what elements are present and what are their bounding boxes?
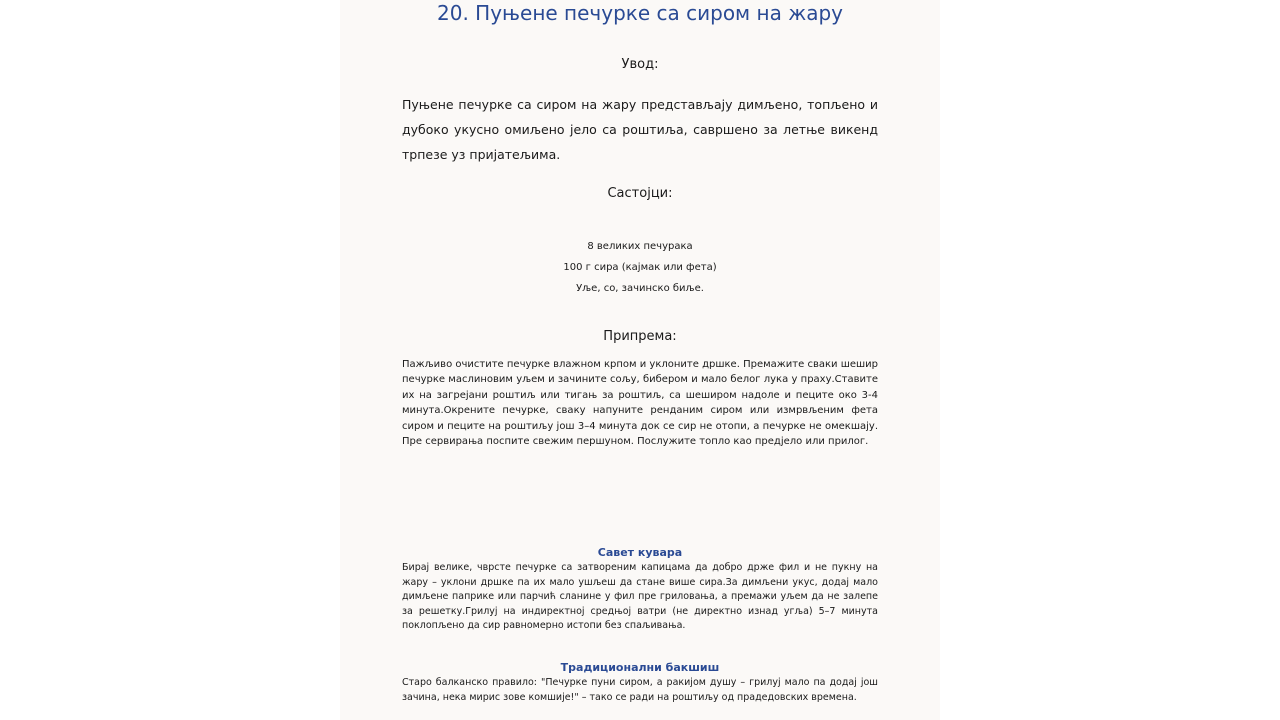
ingredient-item: Уље, со, зачинско биље. (576, 283, 704, 294)
chef-tip-text: Бирај велике, чврсте печурке са затвореним капицама да добро држе фил и не пукну на жару – уклони дршке па их мало ушљеш да стане више сира.За димљени укус, додај мало димљене паприке или парчић сланине у фил пре гриловања, а премажи уљем да не залепе за решетку.Грилуј на индиректној средњој ватри (не директно изнад угља) 5–7 минута поклопљено да сир равномерно истопи без спаљивања. (402, 562, 878, 632)
preparation-text: Пажљиво очистите печурке влажном крпом и уклоните дршке. Премажите сваки шешир печурке маслиновим уљем и зачините сољу, бибером и мало белог лука у праху.Ставите их на загрејани роштиљ или тигањ за роштиљ, са шеширом надоле и пеците око 3-4 минута.Окрените печурке, сваку напуните ренданим сиром или измрвљеним фета сиром и пеците на роштиљу још 3–4 минута док се сир не отопи, а печурке не омекшају. Пре сервирања поспите свежим першуном. Послужите топло као предјело или прилог. (402, 359, 878, 448)
ingredient-item: 8 великих печурака (587, 241, 693, 252)
preparation-heading: Припрема: (603, 329, 677, 344)
ingredients-list (402, 236, 878, 299)
intro-text: Пуњене печурке са сиром на жару представљају димљено, топљено и дубоко укусно омиљено јело са роштиља, савршено за летње викенд трпезе уз пријатељима. (402, 97, 878, 162)
traditional-tip-text: Старо балканско правило: "Печурке пуни сиром, а ракијом душу – грилуј мало па додај још зачина, нека мирис зове комшије!" – тако се ради на роштиљу од прадедовских времена. (402, 677, 878, 703)
chef-tip-heading: Савет кувара (597, 546, 683, 559)
ingredient-item: 100 г сира (кајмак или фета) (563, 262, 717, 273)
traditional-tip-heading: Традиционални бакшиш (560, 661, 720, 674)
recipe-title: 20. Пуњене печурке са сиром на жару (437, 1, 843, 25)
ingredients-heading: Састојци: (607, 186, 673, 201)
intro-heading: Увод: (621, 57, 659, 72)
